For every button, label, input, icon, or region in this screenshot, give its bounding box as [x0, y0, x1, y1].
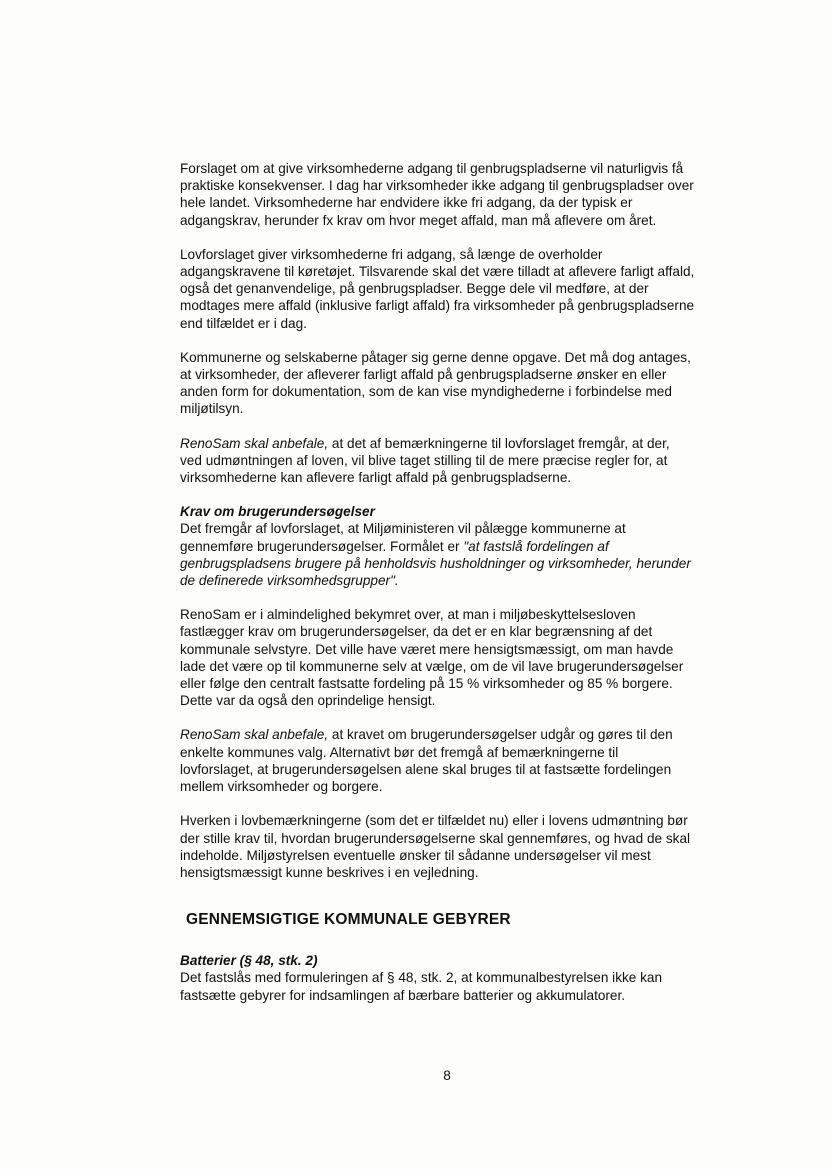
recommendation-lead: RenoSam skal anbefale, [180, 435, 329, 451]
page-body [180, 160, 695, 1021]
paragraph-miljoeministeren [180, 520, 695, 589]
paragraph-kommunerne-opgave: Kommunerne og selskaberne påtager sig gerne denne opgave. Det må dog antages, at virksomheder, der afleverer farligt affald på genbrugspladserne ønsker en eller anden form for dokumentation, som de kan vise myndighederne i forbindelse med miljøtilsyn. [180, 349, 691, 417]
recommendation-text: at kravet om brugerundersøgelser udgår og gøres til den enkelte kommunes valg. Alternativt bør det fremgå af bemærkningerne til lovforslaget, at brugerundersøgelsen alene skal bruges til at fastsætte fordelingen mellem virksomheder og borgere. [180, 727, 673, 795]
page-number: 8 [443, 1068, 451, 1083]
quoted-text: "at fastslå fordelingen af genbrugspladsens brugere på henholdsvis husholdninger og virksomheder, herunder de definerede virksomhedsgrupper". [180, 538, 691, 589]
recommendation-text: at det af bemærkningerne til lovforslaget fremgår, at der, ved udmøntningen af loven, vil blive taget stilling til de mere præcise regler for, at virksomhederne kan aflevere farligt affald på genbrugspladserne. [180, 435, 670, 486]
paragraph-anbefaling-1 [180, 435, 695, 487]
subheading-brugerundersoegelser: Krav om brugerundersøgelser [180, 504, 375, 520]
paragraph-text: Det fremgår af lovforslaget, at Miljøministeren vil pålægge kommunerne at gennemføre brugerundersøgelser. Formålet er [180, 521, 626, 554]
paragraph-bekymring: RenoSam er i almindelighed bekymret over, at man i miljøbeskyttelsesloven fastlægger krav om brugerundersøgelser, da det er en klar begrænsning af det kommunale selvstyre. Det ville have været mere hensigtsmæssigt, om man havde lade det være op til kommunerne selv at vælge, om de vil lave brugerundersøgelser eller følge den centralt fastsatte fordeling på 15 % virksomheder og 85 % borgere. Dette var da også den oprindelige hensigt. [180, 607, 684, 709]
paragraph-genbrugspladser-adgang: Forslaget om at give virksomhederne adgang til genbrugspladserne vil naturligvis få praktiske konsekvenser. I dag har virksomheder ikke adgang til genbrugspladser over hele landet. Virksomhederne har endvidere ikke fri adgang, da der typisk er adgangskrav, herunder fx krav om hvor meget affald, man må aflevere om året. [180, 161, 694, 228]
recommendation-lead: RenoSam skal anbefale, [180, 727, 329, 743]
paragraph-anbefaling-2 [180, 726, 695, 795]
paragraph-fri-adgang: Lovforslaget giver virksomhederne fri adgang, så længe de overholder adgangskravene til køretøjet. Tilsvarende skal det være tilladt at aflevere farligt affald, også det genanvendelige, på genbrugspladser. Begge dele vil medføre, at der modtages mere affald (inklusive farligt affald) fra virksomheder på genbrugspladserne end tilfældet er i dag. [180, 246, 695, 331]
section-heading: GENNEMSIGTIGE KOMMUNALE GEBYRER [186, 911, 511, 929]
paragraph-batterier: Det fastslås med formuleringen af § 48, stk. 2, at kommunalbestyrelsen ikke kan fastsætte gebyrer for indsamlingen af bærbare batterier og akkumulatorer. [180, 970, 663, 1003]
paragraph-lovbemaerkninger: Hverken i lovbemærkningerne (som det er tilfældet nu) eller i lovens udmøntning bør der stille krav til, hvordan brugerundersøgelserne skal gennemføres, og hvad de skal indeholde. Miljøstyrelsen eventuelle ønsker til sådanne undersøgelser vil mest hensigtsmæssigt kunne beskrives i en vejledning. [180, 813, 691, 880]
subheading-batterier: Batterier (§ 48, stk. 2) [180, 953, 318, 969]
